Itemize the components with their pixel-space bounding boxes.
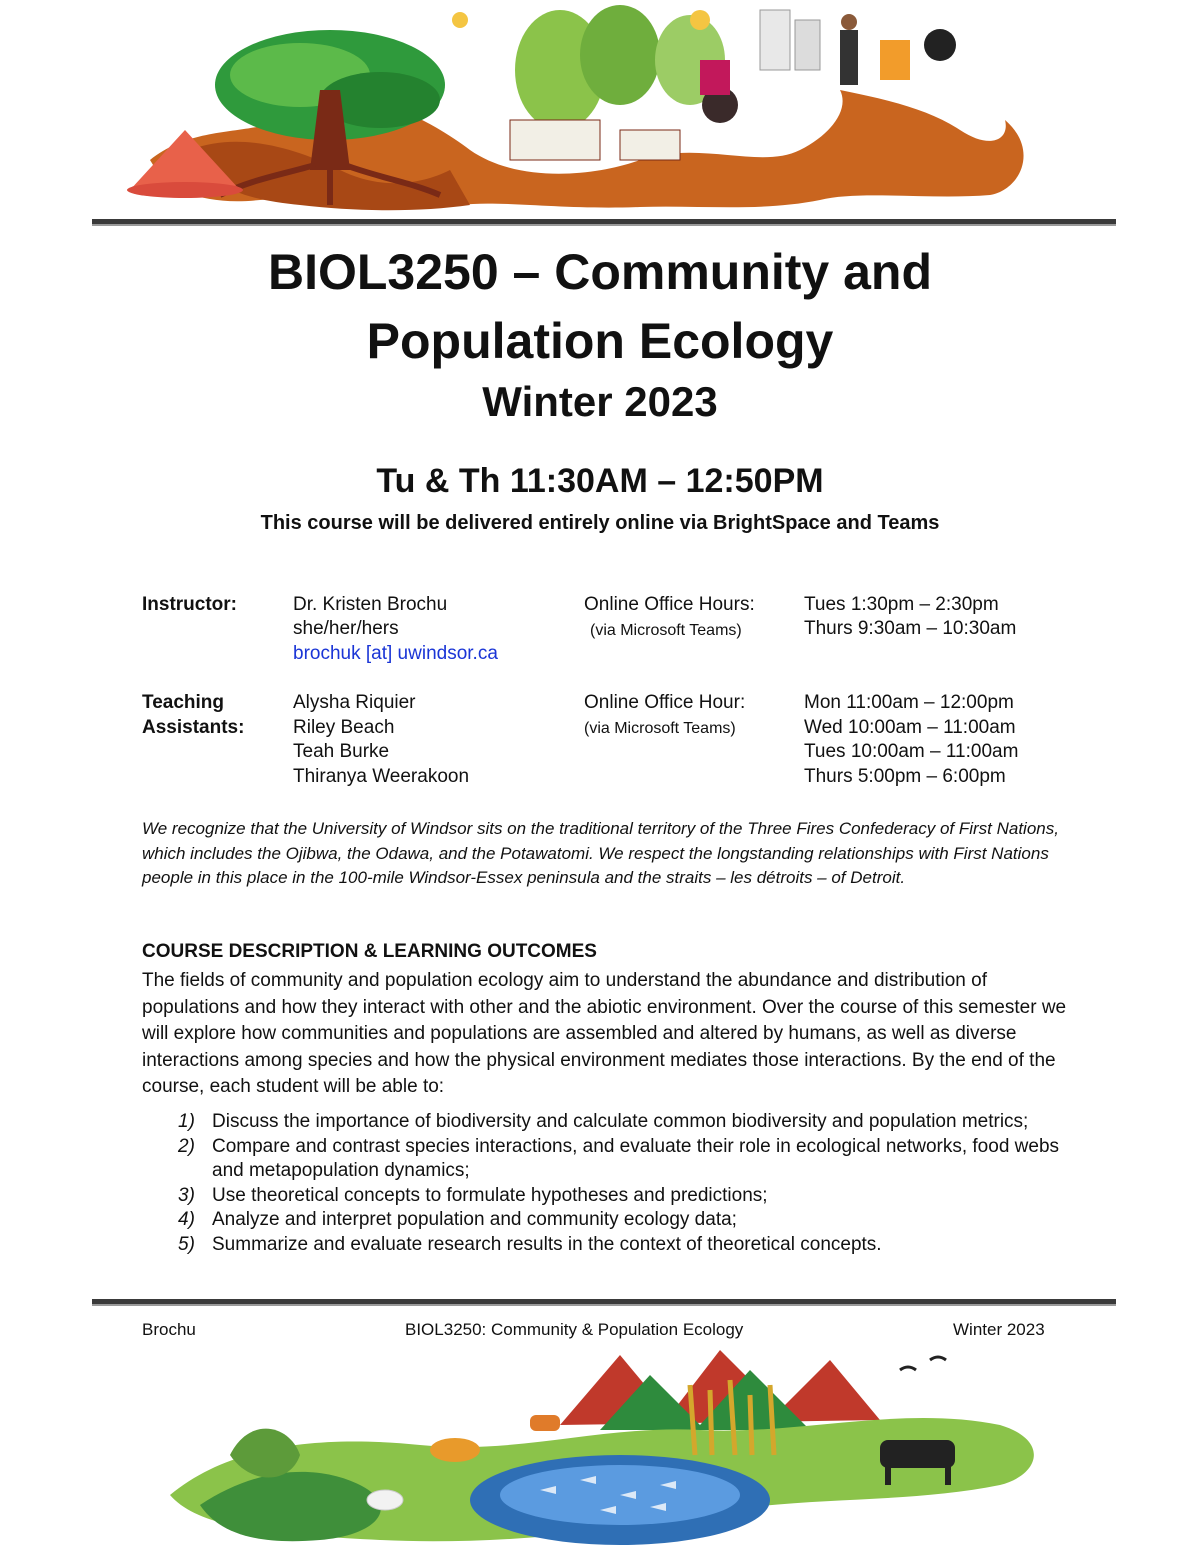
land-acknowledgement: We recognize that the University of Windsor sits on the traditional territory of the Three Fires Confederacy of First Nations, which includes the Ojibwa, the Odawa, and the Potawatomi. We respect the longstanding relationships with First Nations people in this place in the 100-mile Windsor-Essex peninsula and the straits – les détroits – of Detroit. — [142, 819, 1059, 887]
outcome-number: 4) — [178, 1209, 195, 1230]
ta-office-label: Online Office Hour: — [584, 692, 746, 713]
outcome-text: Discuss the importance of biodiversity and calculate common biodiversity and population metrics; — [212, 1111, 1029, 1132]
ta-label-line1: Teaching — [142, 692, 224, 713]
outcome-number: 5) — [178, 1233, 195, 1255]
course-title-line2: Population Ecology — [366, 313, 834, 369]
outcome-text: Analyze and interpret population and community ecology data; — [212, 1209, 737, 1230]
instructor-hours-1: Tues 1:30pm – 2:30pm — [804, 594, 999, 615]
learning-outcome — [142, 1233, 1067, 1258]
learning-outcome — [142, 1135, 1067, 1184]
outcome-number: 3) — [178, 1184, 195, 1206]
footer-center: BIOL3250: Community & Population Ecology — [405, 1320, 744, 1339]
instructor-pronouns: she/her/hers — [293, 618, 399, 639]
footer-left: Brochu — [142, 1320, 196, 1339]
course-description-heading: COURSE DESCRIPTION & LEARNING OUTCOMES — [142, 941, 597, 962]
outcome-number: 2) — [178, 1135, 195, 1157]
ta-name-4: Thiranya Weerakoon — [293, 766, 470, 787]
ta-hours-4: Thurs 5:00pm – 6:00pm — [804, 766, 1006, 787]
course-schedule: Tu & Th 11:30AM – 12:50PM — [376, 462, 824, 500]
ta-name-2: Riley Beach — [293, 717, 395, 738]
instructor-email-link[interactable]: brochuk [at] uwindsor.ca — [293, 643, 498, 664]
outcome-text: Compare and contrast species interactions, and evaluate their role in ecological networks, food webs and metapopulation dynamics; — [212, 1135, 1060, 1181]
delivery-note: This course will be delivered entirely online via BrightSpace and Teams — [260, 512, 940, 534]
ta-name-3: Teah Burke — [293, 741, 390, 762]
bottom-rule — [92, 1299, 1116, 1304]
learning-outcome — [142, 1184, 1067, 1209]
course-term: Winter 2023 — [482, 378, 718, 425]
ta-hours-3: Tues 10:00am – 11:00am — [804, 741, 1019, 762]
ta-hours-2: Wed 10:00am – 11:00am — [804, 717, 1016, 738]
instructor-hours-2: Thurs 9:30am – 10:30am — [804, 618, 1017, 639]
learning-outcomes-list — [142, 1110, 1067, 1257]
ta-label-line2: Assistants: — [142, 717, 245, 738]
course-title-line1: BIOL3250 – Community and — [267, 244, 933, 300]
learning-outcome — [142, 1110, 1067, 1135]
outcome-text: Use theoretical concepts to formulate hypotheses and predictions; — [212, 1184, 768, 1206]
instructor-office-label: Online Office Hours: — [584, 594, 755, 615]
outcome-text: Summarize and evaluate research results in the context of theoretical concepts. — [212, 1233, 882, 1255]
learning-outcome — [142, 1208, 1067, 1233]
outcome-number: 1) — [178, 1111, 195, 1132]
course-description-body: The fields of community and population ecology aim to understand the abundance and distribution of populations and how they interact with other and the abiotic environment. Over the course of this semester we will explore how communities and populations are assembled and altered by humans, as well as diverse interactions among species and how the physical environment mediates those interactions. By the end of the course, each student will be able to: — [142, 970, 1067, 1097]
instructor-label: Instructor: — [142, 594, 237, 615]
ta-office-via: (via Microsoft Teams) — [584, 720, 736, 737]
ta-name-1: Alysha Riquier — [293, 692, 416, 713]
footer-illustration — [0, 1345, 1200, 1553]
instructor-office-via: (via Microsoft Teams) — [590, 622, 742, 639]
footer-right: Winter 2023 — [953, 1320, 1045, 1339]
instructor-name: Dr. Kristen Brochu — [293, 594, 448, 615]
header-illustration — [0, 0, 1200, 215]
ta-hours-1: Mon 11:00am – 12:00pm — [804, 692, 1014, 713]
top-rule — [92, 219, 1116, 224]
